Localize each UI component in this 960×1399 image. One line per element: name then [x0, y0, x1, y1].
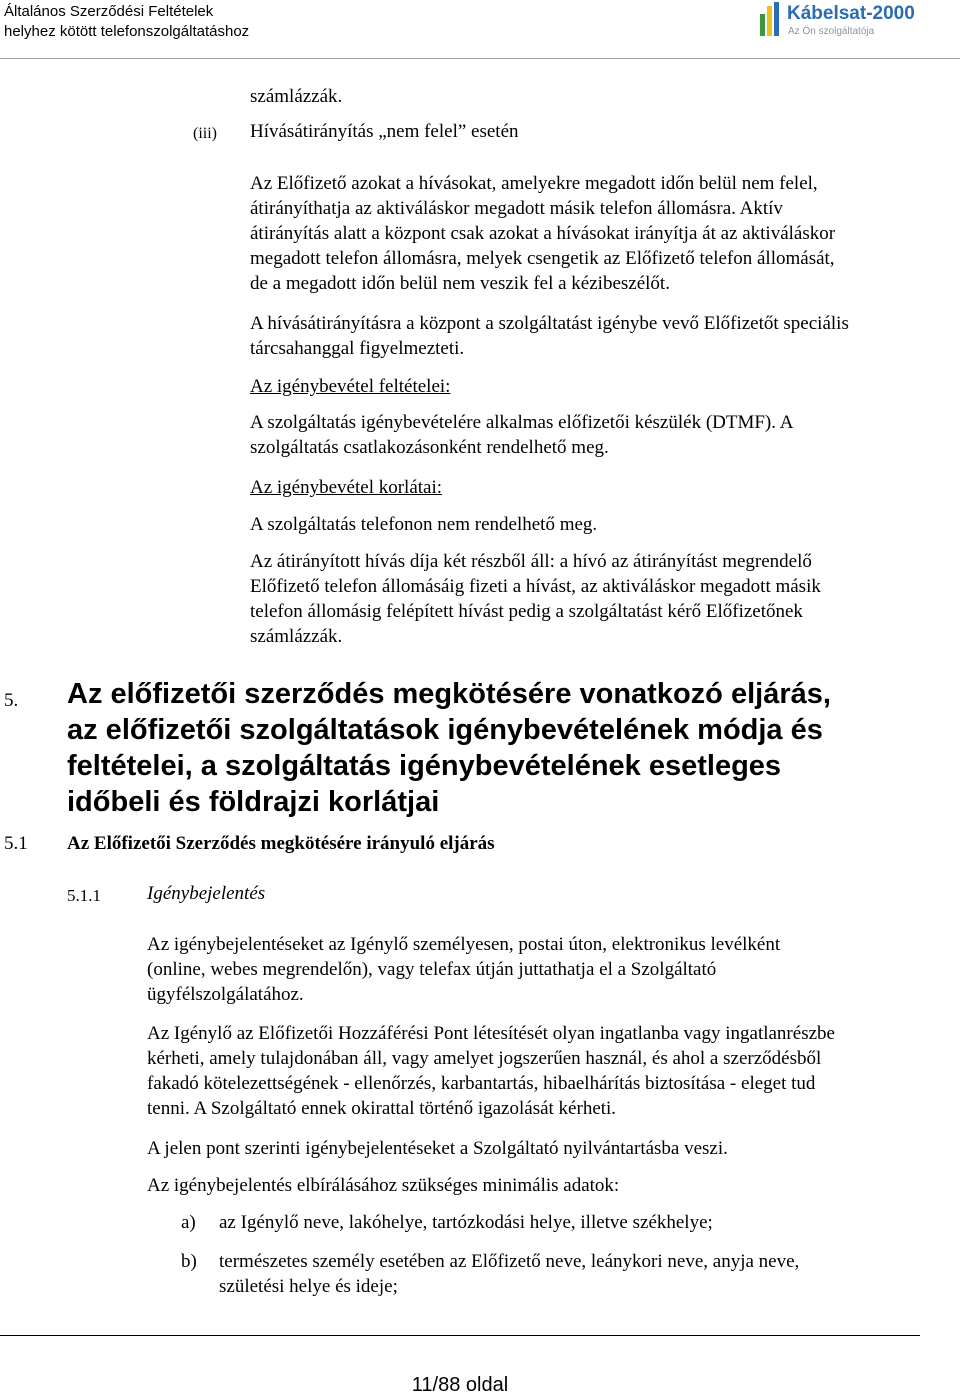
text-line: Előfizető telefon állomásáig fizeti a hívást, az aktiváláskor megadott másik — [250, 576, 821, 597]
text-line: természetes személy esetében az Előfizető neve, leánykori neve, anyja neve, — [219, 1251, 800, 1272]
list-item-b — [219, 1249, 799, 1299]
heading-line: az előfizetői szolgáltatások igénybevételének módja és — [67, 714, 823, 746]
text-line: de a megadott időn belül nem veszik fel a kézibeszélőt. — [250, 273, 670, 294]
text-line: telefon állomásig felépített hívást pedig a szolgáltatást kérő Előfizetőnek — [250, 601, 803, 622]
section-5-1-heading: Az Előfizetői Szerződés megkötésére irányuló eljárás — [67, 833, 495, 854]
section-5-1-number: 5.1 — [4, 833, 28, 854]
limitations-heading: Az igénybevétel korlátai: — [250, 477, 443, 498]
page-number: 11/88 oldal — [411, 1374, 509, 1396]
header-divider — [0, 58, 960, 59]
heading-line: feltételei, a szolgáltatás igénybevételének esetleges — [67, 750, 782, 782]
text-line: Az átirányított hívás díja két részből áll: a hívó az átirányítást megrendelő — [250, 551, 812, 572]
header-title-line-1: Általános Szerződési Feltételek — [4, 3, 214, 20]
list-item-a — [219, 1210, 713, 1235]
section-5-number: 5. — [4, 690, 19, 711]
section-5-1-1-number: 5.1.1 — [67, 886, 101, 905]
footer-divider — [0, 1335, 920, 1336]
logo-name: Kábelsat-2000 — [787, 3, 915, 24]
text-line: fakadó kötelezettségének - ellenőrzés, karbantartás, hibaelhárítás biztosítása - eleget tud — [147, 1073, 816, 1094]
logo-bars-icon — [758, 2, 782, 38]
text-line: tárcsahanggal figyelmezteti. — [250, 338, 465, 359]
text-line: ügyfélszolgálatához. — [147, 984, 304, 1005]
conditions-text — [250, 410, 793, 460]
section-5-heading — [67, 676, 831, 820]
carry-over-line: számlázzák. — [250, 86, 343, 107]
text-line: (online, webes megrendelőn), vagy telefax útján juttathatja el a Szolgáltató — [147, 959, 717, 980]
item-marker: (iii) — [193, 125, 217, 142]
text-line: Az Igénylő az Előfizetői Hozzáférési Pont létesítését olyan ingatlanba vagy ingatlanrészbe — [147, 1023, 835, 1044]
list-marker-a: a) — [181, 1212, 196, 1233]
text-line: tenni. A Szolgáltató ennek okirattal történő igazolását kérheti. — [147, 1098, 617, 1119]
text-line: átirányíthatja az aktiváláskor megadott másik telefon állomásra. Aktív — [250, 198, 783, 219]
application-paragraph-2 — [147, 1021, 835, 1121]
text-line: szolgáltatás csatlakozásonként rendelhető meg. — [250, 437, 609, 458]
text-line: Az igénybejelentéseket az Igénylő személyesen, postai úton, elektronikus levélként — [147, 934, 781, 955]
section-5-1-1-heading: Igénybejelentés — [147, 883, 266, 904]
text-line: megadott telefon állomásra, melyek csengetik az Előfizető telefon állomását, — [250, 248, 835, 269]
text-line: számlázzák. — [250, 626, 343, 647]
document-header-title — [4, 2, 249, 42]
item-title: Hívásátirányítás „nem felel” esetén — [250, 121, 519, 142]
limitations-text: A szolgáltatás telefonon nem rendelhető meg. — [250, 514, 598, 535]
forwarding-paragraph-1 — [250, 171, 835, 296]
text-line: az Igénylő neve, lakóhelye, tartózkodási helye, illetve székhelye; — [219, 1212, 713, 1233]
forwarding-fee-paragraph — [250, 549, 821, 649]
text-line: születési helye és ideje; — [219, 1276, 398, 1297]
application-paragraph-4: Az igénybejelentés elbírálásához szükséges minimális adatok: — [147, 1175, 620, 1196]
forwarding-paragraph-2 — [250, 311, 849, 361]
text-line: átirányítás alatt a központ csak azokat a hívásokat irányítja át az aktiváláskor — [250, 223, 836, 244]
text-line: Az Előfizető azokat a hívásokat, amelyekre megadott időn belül nem felel, — [250, 173, 818, 194]
company-logo — [758, 0, 958, 46]
logo-tagline: Az Ön szolgáltatója — [788, 26, 875, 37]
conditions-heading: Az igénybevétel feltételei: — [250, 376, 451, 397]
application-paragraph-3: A jelen pont szerinti igénybejelentéseket a Szolgáltató nyilvántartásba veszi. — [147, 1138, 728, 1159]
list-marker-b: b) — [181, 1251, 197, 1272]
text-line: kérheti, amely tulajdonában áll, vagy amelyet jogszerűen használ, és ahol a szerződésből — [147, 1048, 822, 1069]
application-paragraph-1 — [147, 932, 780, 1007]
text-line: A szolgáltatás igénybevételére alkalmas előfizetői készülék (DTMF). A — [250, 412, 794, 433]
heading-line: időbeli és földrajzi korlátjai — [67, 786, 440, 818]
heading-line: Az előfizetői szerződés megkötésére vonatkozó eljárás, — [67, 678, 831, 710]
text-line: A hívásátirányításra a központ a szolgáltatást igénybe vevő Előfizetőt speciális — [250, 313, 849, 334]
header-title-line-2: helyhez kötött telefonszolgáltatáshoz — [4, 23, 250, 40]
